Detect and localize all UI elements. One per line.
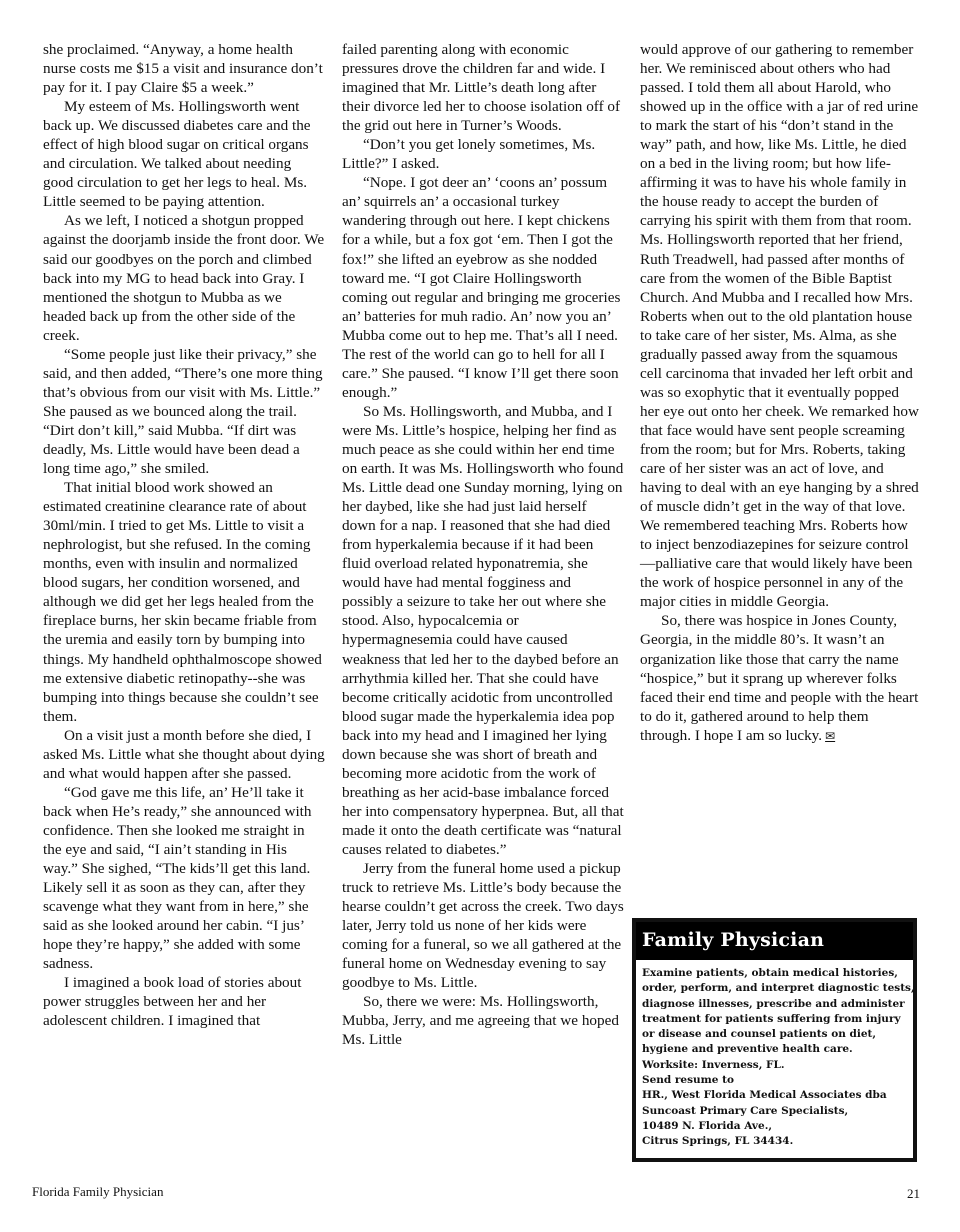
job-ad-body [636, 960, 913, 1150]
job-ad-line: Suncoast Primary Care Specialists, [642, 1104, 849, 1117]
article-paragraph: failed parenting along with economic pressures drove the children far and wide. I imagined that Mr. Little’s death long after their divorce led her to choose isolation off of the grid out here in Turner’s Woods. [342, 41, 621, 135]
article-paragraph: On a visit just a month before she died, I asked Ms. Little what she thought about dying and what would happen after she passed. [43, 726, 325, 782]
article-paragraph: So, there we were: Ms. Hollingsworth, Mubba, Jerry, and me agreeing that we hoped Ms. Little [342, 993, 619, 1049]
article-paragraph: My esteem of Ms. Hollingsworth went back up. We discussed diabetes care and the effect of high blood sugar on critical organs and circulation. We talked about needing good circulation to get her legs to heal. Ms. Little seemed to be paying attention. [43, 98, 311, 211]
article-paragraph: would approve of our gathering to remember her. We reminisced about others who had passed. I told them all about Harold, who showed up in the office with a jar of red urine to mark the start of his “don’t stand in the way” path, and how, like Ms. Little, he died on a bed in the living room; but how life-affirming it was to have his whole family in the house ready to accept the burden of carrying his spirit with them from that room. Ms. Hollingsworth reported that her friend, Ruth Treadwell, had passed after months of care from the women of the Bible Baptist Church. And Mubba and I recalled how Mrs. Roberts when out to the old plantation house to take care of her sister, Ms. Alma, as she gradually passed away from the squamous cell carcinoma that invaded her left orbit and was so exophytic that it eventually popped her eye out onto her cheek. We remarked how that face would have sent people screaming from the room; but for Mrs. Roberts, taking care of her sister was an act of love, and having to deal with an eye hanging by a shred of muscle didn’t get in the way of that love. We remembered teaching Mrs. Roberts how to inject benzodiazepines for seizure control—palliative care that would likely have been the work of hospice personnel in any of the major cities in middle Georgia. [640, 41, 919, 611]
article-column-3 [640, 40, 922, 746]
article-paragraph: “Don’t you get lonely sometimes, Ms. Little?” I asked. [342, 136, 596, 173]
job-ad-title: Family Physician [636, 922, 913, 960]
job-ad-line: Citrus Springs, FL 34434. [642, 1135, 794, 1148]
job-ad-line: hygiene and preventive health care. [642, 1043, 853, 1056]
article-column-1 [43, 40, 325, 1030]
job-ad-line: or disease and counsel patients on diet, [642, 1028, 877, 1041]
article-paragraph: “Nope. I got deer an’ ‘coons an’ possum an’ squirrels an’ a occasional turkey wandering through out here. I kept chickens for a while, but a fox got ‘em. Then I got the fox!” she lifted an eyebrow as she nodded toward me. “I got Claire Hollingsworth coming out regular and bringing me groceries an’ batteries for muh radio. An’ now you an’ Mubba come out to hep me. That’s all I need. The rest of the world can go to hell for all I care.” She paused. “I know I’ll get there soon enough.” [342, 174, 621, 401]
job-ad-line: Worksite: Inverness, FL. [642, 1058, 785, 1071]
article-paragraph: So Ms. Hollingsworth, and Mubba, and I were Ms. Little’s hospice, helping her find as much peace as she could within her end time on earth. It was Ms. Hollingsworth who found Ms. Little dead one Sunday morning, lying on her daybed, like she had just laid herself down for a nap. I reasoned that she had died from hyperkalemia because if it had been fluid overload related hyponatremia, she would have had mental fogginess and possibly a seizure to take her out where she stood. Also, hypocalcemia or hypermagnesemia could have caused weakness that led her to the daybed before an arrhythmia killed her. That she could have become critically acidotic from uncontrolled blood sugar made the hyperkalemia idea pop back into my head and I imagined her lying down because she was short of breath and becoming more acidotic from the work of breathing as her acid-base imbalance forced her into compensatory hyperpnea. But, all that made it onto the death certificate was “natural causes related to diabetes.” [342, 402, 624, 858]
job-ad-line: diagnose illnesses, prescribe and administer [642, 997, 905, 1010]
job-ad-line: order, perform, and interpret diagnostic tests, [642, 982, 915, 995]
footer-page-number: 21 [907, 1186, 920, 1201]
job-ad-line: treatment for patients suffering from injury [642, 1012, 901, 1025]
job-ad-line: Examine patients, obtain medical histories, [642, 967, 898, 979]
article-column-2 [342, 40, 624, 1049]
end-of-article-icon: ✉ [825, 728, 836, 743]
job-ad-line: HR., West Florida Medical Associates dba [642, 1089, 887, 1102]
job-ad-box [632, 918, 917, 1162]
article-paragraph: That initial blood work showed an estimated creatinine clearance rate of about 30ml/min. I tried to get Ms. Little to visit a nephrologist, but she refused. In the coming months, even with insulin and normalized blood sugars, her condition worsened, and although we did get her legs healed from the fireplace burns, her skin became friable from the uremia and easily torn by bumping into things. My handheld ophthalmoscope showed me extensive diabetic retinopathy--she was bumping into things because she couldn’t see them. [43, 479, 322, 725]
article-paragraph: As we left, I noticed a shotgun propped against the doorjamb inside the front door. We said our goodbyes on the porch and climbed back into my MG to head back into Gray. I mentioned the shotgun to Mubba as we headed back up from the other side of the creek. [43, 212, 325, 344]
article-paragraph: “Some people just like their privacy,” she said, and then added, “There’s one more thing that’s obvious from our visit with Ms. Little.” She paused as we bounced along the trail. “Dirt don’t kill,” said Mubba. “If dirt was deadly, Ms. Little would have been dead a long time ago,” she smiled. [43, 345, 323, 478]
job-ad-line: Send resume to [642, 1074, 734, 1087]
article-paragraph: So, there was hospice in Jones County, Georgia, in the middle 80’s. It wasn’t an organization like those that carry the name “hospice,” but it sprang up wherever folks faced their end time and people with the heart to do it, gathered around to help them through. I hope I am so lucky. ✉ [640, 612, 919, 744]
article-paragraph: “God gave me this life, an’ He’ll take it back when He’s ready,” she announced with confidence. Then she looked me straight in the eye and said, “I ain’t standing in His way.” She sighed, “The kids’ll get this land. Likely sell it as soon as they can, after they scavenge what they want from in here,” she said as she looked around her cabin. “I jus’ hope they’re happy,” she added with some sadness. [43, 783, 312, 973]
article-paragraph: I imagined a book load of stories about power struggles between her and her adolescent children. I imagined that [43, 974, 302, 1030]
job-ad-line: 10489 N. Florida Ave., [642, 1119, 773, 1132]
article-paragraph: Jerry from the funeral home used a pickup truck to retrieve Ms. Little’s body because the hearse couldn’t get across the creek. Two days later, Jerry told us none of her kids were coming for a funeral, so we all gathered at the funeral home on Wednesday evening to say goodbye to Ms. Little. [342, 860, 624, 992]
article-paragraph: she proclaimed. “Anyway, a home health nurse costs me $15 a visit and insurance don’t pay for it. I pay Claire $5 a week.” [43, 41, 323, 97]
footer-publication: Florida Family Physician [32, 1184, 164, 1199]
